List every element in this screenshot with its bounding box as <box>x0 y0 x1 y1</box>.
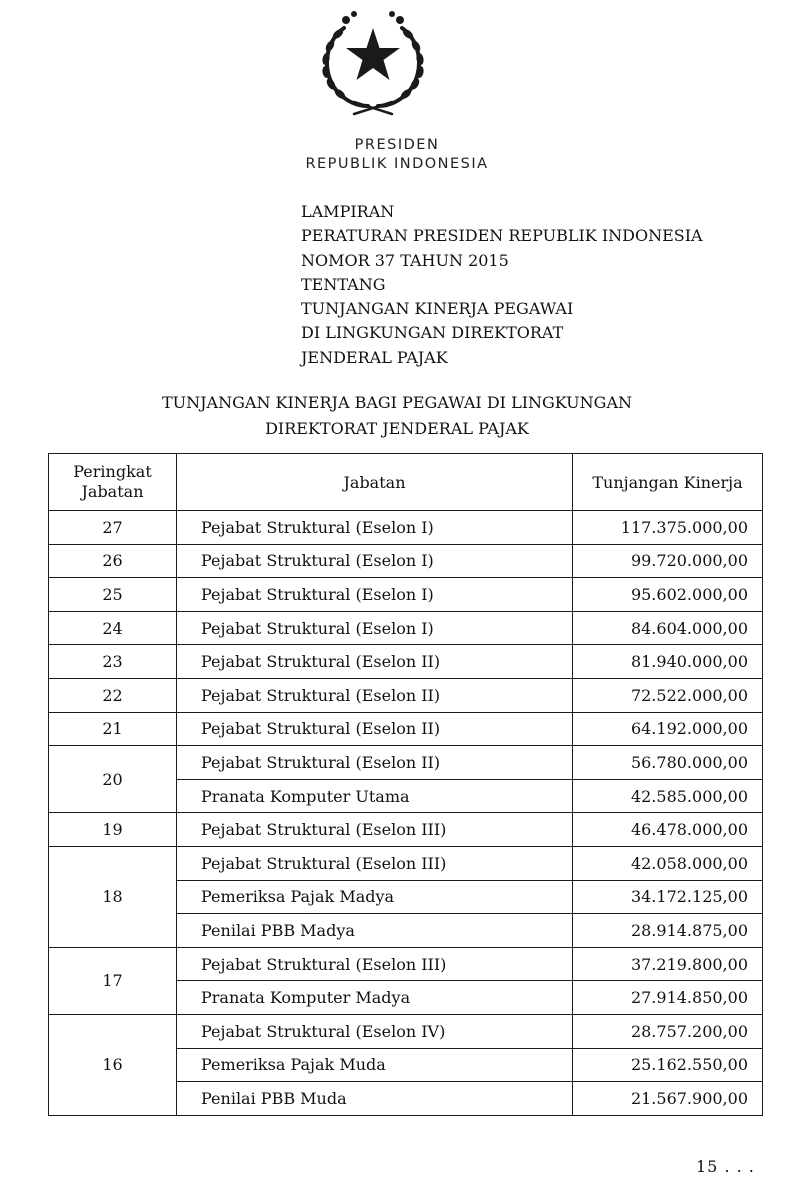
position-cell: Pejabat Struktural (Eselon II) <box>177 712 573 746</box>
rank-cell: 17 <box>49 947 177 1014</box>
position-cell: Pranata Komputer Madya <box>177 981 573 1015</box>
document-title-line1: TUNJANGAN KINERJA BAGI PEGAWAI DI LINGKUNGAN <box>161 393 632 412</box>
table-row <box>49 746 763 780</box>
attachment-line: LAMPIRAN <box>301 202 395 221</box>
rank-cell: 18 <box>49 846 177 947</box>
position-cell: Pejabat Struktural (Eselon III) <box>177 947 573 981</box>
attachment-line: PERATURAN PRESIDEN REPUBLIK INDONESIA <box>301 226 703 246</box>
amount-cell: 25.162.550,00 <box>573 1048 763 1082</box>
amount-cell: 64.192.000,00 <box>573 712 763 746</box>
amount-cell: 99.720.000,00 <box>573 544 763 578</box>
position-cell: Pejabat Struktural (Eselon I) <box>177 611 573 645</box>
rank-cell: 19 <box>49 813 177 847</box>
amount-cell: 42.585.000,00 <box>573 779 763 813</box>
position-cell: Pejabat Struktural (Eselon II) <box>177 746 573 780</box>
position-cell: Pejabat Struktural (Eselon I) <box>177 544 573 578</box>
attachment-line: TUNJANGAN KINERJA PEGAWAI <box>301 299 574 319</box>
header-rank-line1: Peringkat <box>73 462 152 481</box>
position-cell: Pejabat Struktural (Eselon I) <box>177 578 573 612</box>
amount-cell: 28.914.875,00 <box>573 914 763 948</box>
document-title-line2: DIREKTORAT JENDERAL PAJAK <box>265 419 529 438</box>
position-cell: Penilai PBB Madya <box>177 914 573 948</box>
rank-cell: 27 <box>49 511 177 545</box>
rank-cell: 26 <box>49 544 177 578</box>
amount-cell: 46.478.000,00 <box>573 813 763 847</box>
attachment-block <box>301 200 703 370</box>
table-row <box>49 578 763 612</box>
allowance-table <box>48 453 763 1116</box>
header-rank <box>49 454 177 511</box>
table-row <box>49 1014 763 1048</box>
attachment-line: JENDERAL PAJAK <box>301 347 448 367</box>
table-row <box>49 511 763 545</box>
table-row <box>49 813 763 847</box>
amount-cell: 95.602.000,00 <box>573 578 763 612</box>
amount-cell: 21.567.900,00 <box>573 1082 763 1116</box>
header-rank-line2: Jabatan <box>81 482 144 501</box>
table-row <box>49 678 763 712</box>
rank-cell: 24 <box>49 611 177 645</box>
amount-cell: 56.780.000,00 <box>573 746 763 780</box>
table-row <box>49 846 763 880</box>
page-continuation: 15 . . . <box>696 1157 755 1176</box>
table-row <box>49 947 763 981</box>
position-cell: Pejabat Struktural (Eselon II) <box>177 645 573 679</box>
table-row <box>49 544 763 578</box>
position-cell: Pejabat Struktural (Eselon IV) <box>177 1014 573 1048</box>
amount-cell: 84.604.000,00 <box>573 611 763 645</box>
rank-cell: 23 <box>49 645 177 679</box>
header-position: Jabatan <box>177 454 573 511</box>
amount-cell: 34.172.125,00 <box>573 880 763 914</box>
amount-cell: 72.522.000,00 <box>573 678 763 712</box>
position-cell: Pejabat Struktural (Eselon II) <box>177 678 573 712</box>
amount-cell: 42.058.000,00 <box>573 846 763 880</box>
garuda-star-emblem-icon <box>308 6 438 118</box>
position-cell: Pejabat Struktural (Eselon III) <box>177 846 573 880</box>
position-cell: Pejabat Struktural (Eselon III) <box>177 813 573 847</box>
position-cell: Pemeriksa Pajak Madya <box>177 880 573 914</box>
amount-cell: 81.940.000,00 <box>573 645 763 679</box>
header-allowance: Tunjangan Kinerja <box>573 454 763 511</box>
amount-cell: 117.375.000,00 <box>573 511 763 545</box>
table-row <box>49 611 763 645</box>
amount-cell: 28.757.200,00 <box>573 1014 763 1048</box>
amount-cell: 37.219.800,00 <box>573 947 763 981</box>
rank-cell: 22 <box>49 678 177 712</box>
amount-cell: 27.914.850,00 <box>573 981 763 1015</box>
header-title-republik: REPUBLIK INDONESIA <box>305 156 489 172</box>
attachment-line: TENTANG <box>301 274 386 294</box>
position-cell: Pejabat Struktural (Eselon I) <box>177 511 573 545</box>
rank-cell: 20 <box>49 746 177 813</box>
position-cell: Pranata Komputer Utama <box>177 779 573 813</box>
header-title-presiden: PRESIDEN <box>354 137 440 153</box>
rank-cell: 21 <box>49 712 177 746</box>
attachment-line: NOMOR 37 TAHUN 2015 <box>301 250 509 270</box>
table-header-row <box>49 454 763 511</box>
table-row <box>49 712 763 746</box>
table-row <box>49 645 763 679</box>
rank-cell: 16 <box>49 1014 177 1115</box>
position-cell: Pemeriksa Pajak Muda <box>177 1048 573 1082</box>
attachment-line: DI LINGKUNGAN DIREKTORAT <box>301 323 564 343</box>
rank-cell: 25 <box>49 578 177 612</box>
position-cell: Penilai PBB Muda <box>177 1082 573 1116</box>
